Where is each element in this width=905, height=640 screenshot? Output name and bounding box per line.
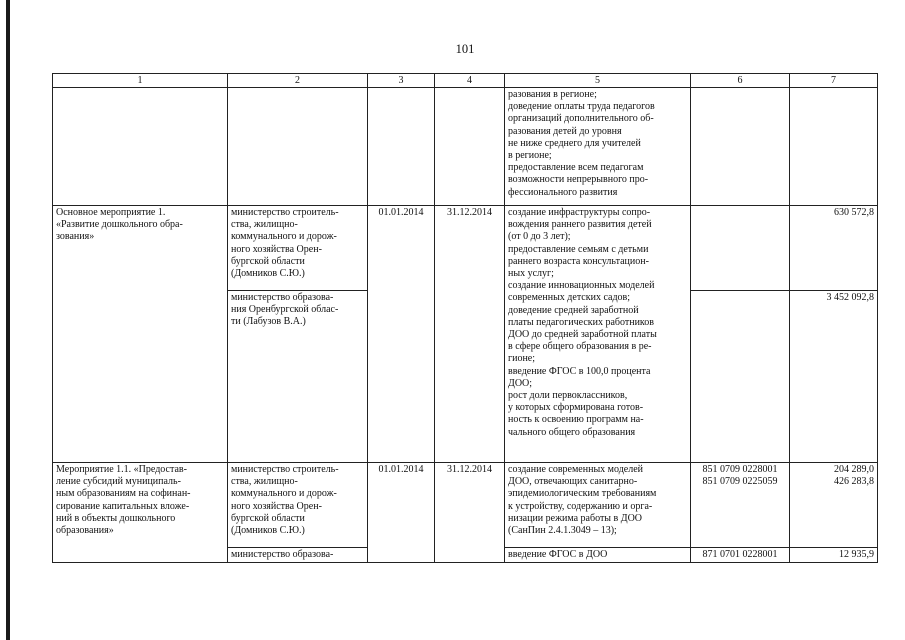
table-row: [53, 463, 878, 548]
header-row: [53, 74, 878, 88]
amount-cell: [790, 463, 878, 548]
result-cell: создание инфраструктуры сопро- вождения раннего развития детей (от 0 до 3 лет); предоставление семьям с детьми раннего возраста консультацион- ных услуг; создание инновационных моделей современных детских садов; доведение средней заработной платы педагогических работников ДОО до средней заработной платы в сфере общего образования в ре- гионе; введение ФГОС в 100,0 процента ДОО; рост доли первоклассников, у которых сформирована готов- ность к освоению программ на- чального общего образования: [505, 206, 691, 463]
header-cell: 6: [691, 74, 790, 88]
end-date: 31.12.2014: [435, 206, 505, 463]
budget-code: 851 0709 0228001: [702, 464, 778, 475]
executor-cell: министерство строитель- ства, жилищно- коммунального и дорож- ного хозяйства Орен- бургской области (Домников С.Ю.): [228, 463, 368, 548]
end-date: 31.12.2014: [435, 463, 505, 563]
amount-value: 12 935,9: [790, 548, 878, 563]
amount-cell: 3 452 092,8: [790, 291, 878, 463]
code-cell: [691, 463, 790, 548]
start-date: 01.01.2014: [368, 463, 435, 563]
executor-cell: министерство строитель- ства, жилищно- коммунального и дорож- ного хозяйства Орен- бургской области (Домников С.Ю.): [228, 206, 368, 291]
budget-code: 871 0701 0228001: [691, 548, 790, 563]
header-cell: 3: [368, 74, 435, 88]
code-cell: [691, 291, 790, 463]
scan-edge-bar: [6, 0, 10, 640]
header-cell: 2: [228, 74, 368, 88]
cell-empty: [435, 88, 505, 206]
page-number: 101: [455, 42, 475, 56]
cell-empty: [228, 88, 368, 206]
table-row: [53, 88, 878, 206]
start-date: 01.01.2014: [368, 206, 435, 463]
cell-empty: [53, 88, 228, 206]
executor-cell: министерство образова-: [228, 548, 368, 563]
cell-empty: [790, 88, 878, 206]
budget-code: 851 0709 0225059: [702, 476, 778, 488]
header-cell: 5: [505, 74, 691, 88]
header-cell: 7: [790, 74, 878, 88]
code-cell: [691, 206, 790, 291]
header-cell: 1: [53, 74, 228, 88]
activity-name: Основное мероприятие 1. «Развитие дошкольного обра- зования»: [53, 206, 228, 463]
amount-cell: 630 572,8: [790, 206, 878, 291]
result-cell: создание современных моделей ДОО, отвечающих санитарно- эпидемиологическим требованиям к устройству, содержанию и орга- низации режима работы в ДОО (СанПин 2.4.1.3049 – 13);: [505, 463, 691, 548]
result-cell: разования в регионе; доведение оплаты труда педагогов организаций дополнительного об- разования детей до уровня не ниже среднего для учителей в регионе; предоставление всем педагогам возможности непрерывного про- фессионального развития: [505, 88, 691, 206]
cell-empty: [691, 88, 790, 206]
table-row: [53, 206, 878, 291]
cell-empty: [368, 88, 435, 206]
executor-cell: министерство образова- ния Оренбургской облас- ти (Лабузов В.А.): [228, 291, 368, 463]
result-cell: введение ФГОС в ДОО: [505, 548, 691, 563]
amount-value: 426 283,8: [834, 476, 874, 488]
program-table: [52, 73, 878, 563]
activity-name: Мероприятие 1.1. «Предостав- ление субсидий муниципаль- ным образованиям на софинан- сирование капитальных вложе- ний в объекты дошкольного образования»: [53, 463, 228, 563]
amount-value: 204 289,0: [834, 464, 874, 475]
header-cell: 4: [435, 74, 505, 88]
